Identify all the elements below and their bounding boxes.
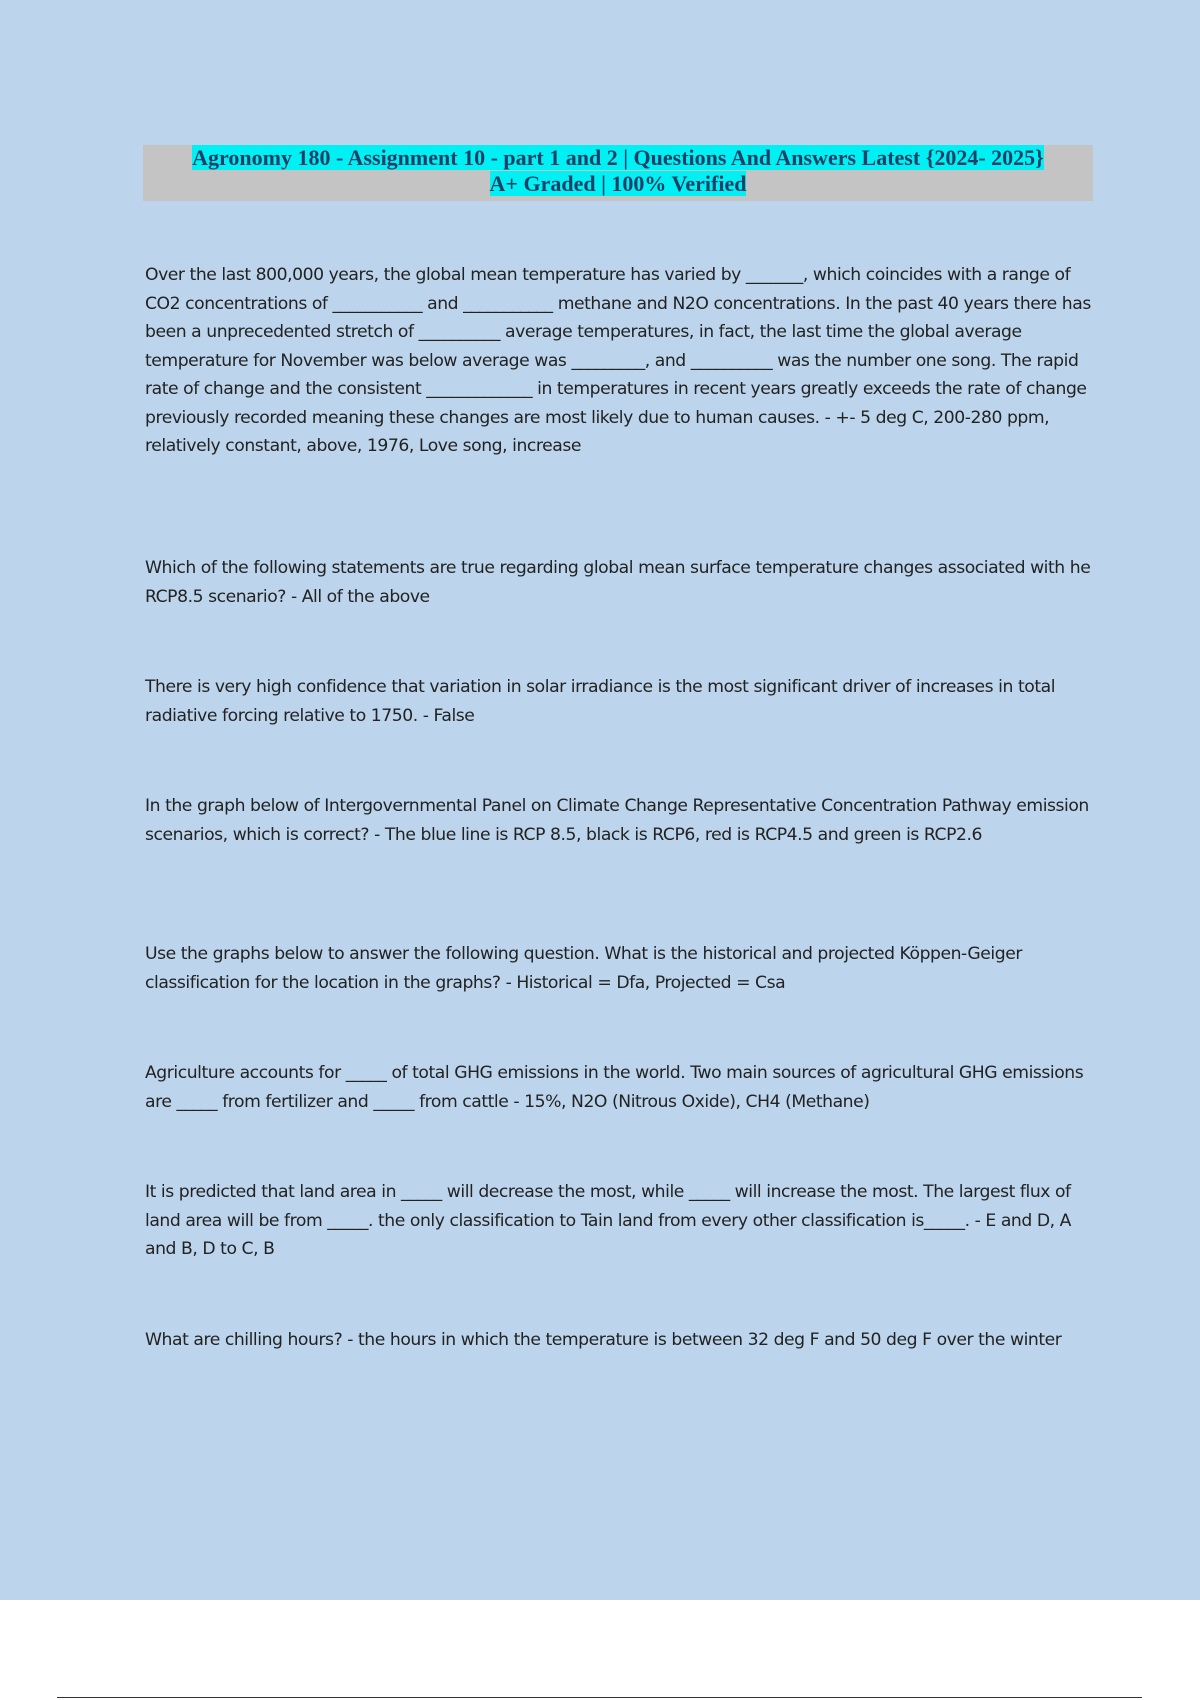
qa-item-solar-irradiance: There is very high confidence that variation in solar irradiance is the most significant driver of increases in total radiative forcing relative to 1750. - False bbox=[145, 677, 1056, 726]
title-line-2: A+ Graded | 100% Verified bbox=[489, 171, 747, 196]
qa-item-land-area: It is predicted that land area in _____ will decrease the most, while _____ will increase the most. The largest flux of land area will be from _____. the only classification to Tain land from every other classification is_____. - E and D, A and B, D to C, B bbox=[145, 1182, 1071, 1259]
footer-divider bbox=[57, 1697, 1142, 1698]
qa-item-rcp85: Which of the following statements are true regarding global mean surface temperature changes associated with he RCP8.5 scenario? - All of the above bbox=[145, 558, 1091, 607]
qa-item-agriculture-ghg: Agriculture accounts for _____ of total GHG emissions in the world. Two main sources of agricultural GHG emissions are _____ from fertilizer and _____ from cattle - 15%, N2O (Nitrous Oxide), CH4 (Methane) bbox=[145, 1063, 1084, 1112]
title-line-1: Agronomy 180 - Assignment 10 - part 1 and 2 | Questions And Answers Latest {2024- 2025} bbox=[192, 145, 1044, 170]
qa-item-chilling-hours: What are chilling hours? - the hours in which the temperature is between 32 deg F and 50 deg F over the winter bbox=[145, 1330, 1062, 1350]
qa-item-koppen-geiger: Use the graphs below to answer the following question. What is the historical and projected Köppen-Geiger classification for the location in the graphs? - Historical = Dfa, Projected = Csa bbox=[145, 944, 1022, 993]
document-title bbox=[143, 145, 1093, 201]
qa-item-temperature-history: Over the last 800,000 years, the global mean temperature has varied by _______, which coincides with a range of CO2 concentrations of ___________ and ___________ methane and N2O concentrations. In the past 40 years there has been a unprecedented stretch of __________ average temperatures, in fact, the last time the global average temperature for November was below average was _________, and __________ was the number one song. The rapid rate of change and the consistent _____________ in temperatures in recent years greatly exceeds the rate of change previously recorded meaning these changes are most likely due to human causes. - +- 5 deg C, 200-280 ppm, relatively constant, above, 1976, Love song, increase bbox=[145, 265, 1091, 456]
qa-item-ipcc-rcp-graph: In the graph below of Intergovernmental Panel on Climate Change Representative Concentration Pathway emission scenarios, which is correct? - The blue line is RCP 8.5, black is RCP6, red is RCP4.5 and green is RCP2.6 bbox=[145, 796, 1089, 845]
